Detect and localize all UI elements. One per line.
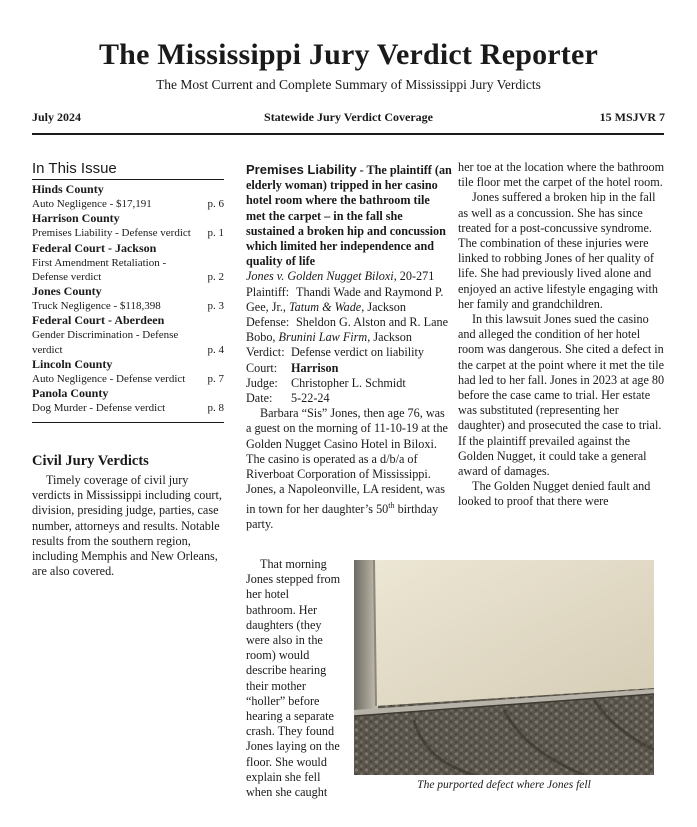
toc-bottom-rule [32,422,224,423]
paragraph-text: Barbara “Sis” Jones, then age 76, was a guest on the morning of 11-10-19 at the Golden Nugget Casino Hotel in Biloxi. The casino is operated as a d/b/a of Riverboat Corporation of Mississippi. Jones, a Napoleonville, LA resident, was in town for her daughter’s 50 [246,406,448,516]
verdict-value: Defense verdict on liability [291,345,425,360]
toc-entry [32,241,224,285]
wrap-line: daughters (they [246,617,322,632]
date-value: 5-22-24 [291,391,330,406]
civil-verdicts-heading: Civil Jury Verdicts [32,453,149,469]
toc-case-title: Gender Discrimination - Defense verdict [32,329,179,356]
toc-page: p. 2 [207,270,224,283]
defense-firm: Brunini Law Firm [278,330,368,345]
toc-case[interactable] [32,197,224,211]
plaintiff-city: , Jackson [361,299,406,314]
wrap-line: when she caught [246,785,328,800]
toc-entry [32,211,224,240]
toc-entry [32,313,224,357]
defense-label: Defense: [246,315,290,330]
article-column-1 [246,162,452,532]
headline-text: - The plaintiff (an elderly woman) tripped in her casino hotel room where the bathroom tile met the carpet – in the fall she sustained a broken hip and concussion which limited her independence and quality of life [246,163,452,269]
toc-case-title: First Amendment Retaliation - Defense verdict [32,256,167,283]
toc-case-title: Auto Negligence - $17,191 [32,198,152,210]
toc-county: Hinds County [32,182,104,196]
wrap-line: room) would [246,648,310,663]
court-label: Court: [246,360,278,375]
toc-case-title: Premises Liability - Defense verdict [32,227,191,240]
toc-county: Panola County [32,386,109,401]
toc-case[interactable] [32,328,224,357]
toc-entry [32,357,224,386]
toc-county: Federal Court - Aberdeen [32,313,165,328]
judge-value: Christopher L. Schmidt [291,375,406,390]
article-paragraph-wrap [246,557,354,800]
toc-case[interactable] [32,299,224,313]
toc-entry [32,284,224,313]
civil-verdicts-body: Timely coverage of civil jury verdicts in Mississippi including court, division, presiding judge, parties, case number, attorneys and results. Notable results from the southern region, including Memphis and New Orleans, are also covered. [32,473,222,579]
coverage-label: Statewide Jury Verdict Coverage [264,110,433,124]
toc-county: Harrison County [32,211,120,226]
article-paragraph: In this lawsuit Jones sued the casino and alleged the condition of her hotel room was dangerous. She cited a defect in the carpet at the point where it met the tile had led to her fall. Jones in 2023 at age 80 before the case came to trial. Her estate was substituted (representing her daughter) and prosecuted the case to trial. If the plaintiff prevailed against the Golden Nugget, it could take a general award of damages. [458,312,665,479]
verdict-label: Verdict: [246,345,285,360]
article-column-2 [458,160,666,510]
defense-names: Sheldon G. Alston and R. Lane Bobo, [246,315,448,345]
defense-city: , Jackson [367,330,412,345]
case-number: , 20-271 [393,269,435,284]
wrap-line: Jones stepped from [246,572,341,587]
article-headline [246,162,452,269]
article-paragraph: The Golden Nugget denied fault and looked to proof that there were [458,479,651,509]
paragraph-text-end: birthday party. [246,501,439,531]
court-row [246,361,452,376]
wrap-line: hearing a separate [246,709,334,724]
toc-case-title: Dog Murder - Defense verdict [32,402,166,415]
court-value: Harrison [291,360,339,375]
issue-date: July 2024 [32,110,82,124]
plaintiff-firm: Tatum & Wade [288,299,362,314]
toc-case[interactable] [32,256,224,285]
toc-page: p. 1 [207,227,224,240]
volume-number: 15 MSJVR 7 [599,110,665,124]
toc-page: p. 8 [207,402,224,415]
article-category: Premises Liability [246,162,357,177]
newsletter-subtitle: The Most Current and Complete Summary of Mississippi Jury Verdicts [156,77,541,92]
toc-entry [32,386,224,415]
toc-page: p. 6 [207,198,224,210]
toc-case[interactable] [32,226,224,240]
wrap-line: their mother [246,678,306,693]
table-of-contents [32,160,224,416]
article-paragraph [246,406,452,532]
toc-county: Federal Court - Jackson [32,240,157,255]
wrap-line: crash. They found [246,724,335,739]
toc-page: p. 3 [207,300,224,313]
date-row [246,391,452,406]
case-caption [246,269,452,284]
wrap-line: Jones laying on the [246,739,340,754]
wrap-line: “holler” before [246,693,320,708]
article-paragraph: Jones suffered a broken hip in the fall as well as a concussion. She has since treated for a post-concussive syndrome. The combination of these injuries were linked to robbing Jones of her quality of life. She had previously lived alone and enjoyed an active lifestyle engaging with her family and grandchildren. [458,190,659,311]
verdict-row [246,345,452,360]
ordinal-suffix: th [388,500,395,510]
toc-case[interactable] [32,372,224,386]
toc-case-title: Truck Negligence - $118,398 [32,300,161,313]
wrap-line: That morning [260,557,327,571]
case-name: Jones v. Golden Nugget Biloxi [246,269,394,284]
toc-county: Lincoln County [32,357,113,372]
article-paragraph: her toe at the location where the bathroom tile floor met the carpet of the hotel room. [458,160,665,190]
wrap-line: describe hearing [246,663,327,678]
toc-county: Jones County [32,284,102,299]
carpet-tile-image [354,560,654,775]
wrap-line: her hotel [246,587,289,602]
toc-case-title: Auto Negligence - Defense verdict [32,373,186,386]
wrap-line: were also in the [246,633,323,648]
photo-caption: The purported defect where Jones fell [417,779,591,791]
toc-page: p. 4 [207,343,224,356]
toc-heading: In This Issue [32,160,117,177]
defect-photo [354,560,654,775]
toc-case[interactable] [32,401,224,415]
plaintiff-label: Plaintiff: [246,284,290,299]
toc-entry [32,182,224,211]
date-label: Date: [246,391,273,406]
wrap-line: floor. She would [246,754,327,769]
wrap-line: bathroom. Her [246,602,318,617]
judge-label: Judge: [246,375,278,390]
toc-rule [32,179,224,180]
toc-page: p. 7 [207,373,224,386]
wrap-line: explain she fell [246,769,321,784]
civil-verdicts-section [32,452,224,579]
newsletter-title: The Mississippi Jury Verdict Reporter [98,38,599,71]
masthead-rule [32,133,664,135]
plaintiff-names: Thandi Wade and Raymond P. Gee, Jr., [246,284,444,314]
judge-row [246,376,452,391]
